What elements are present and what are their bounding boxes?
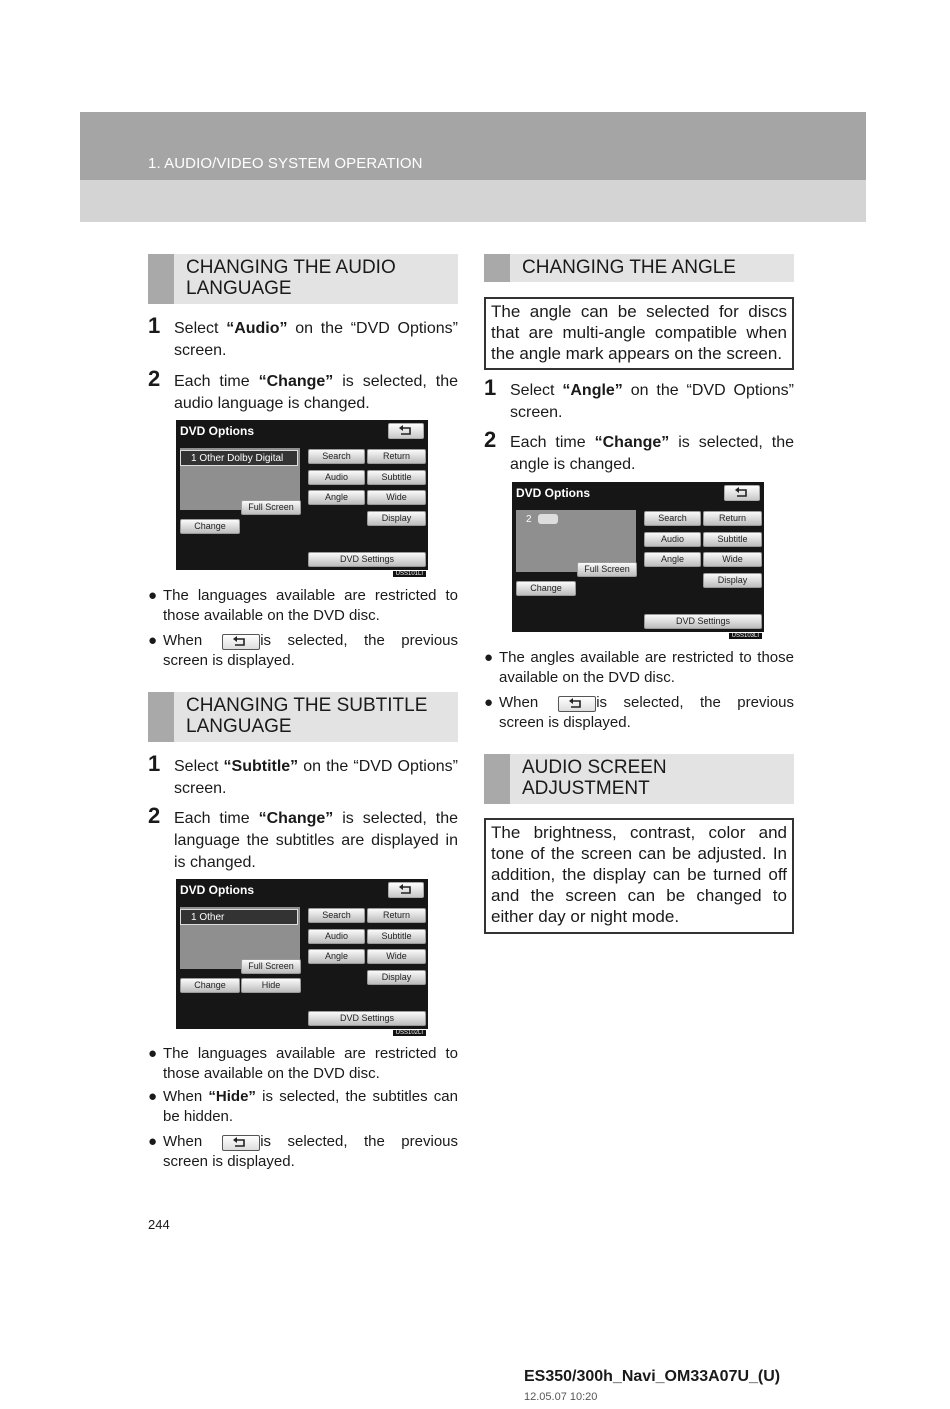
step-2 [148, 803, 459, 874]
text: is selected, the subtitles can be hidden. [163, 1088, 458, 1125]
search-button: Search [644, 511, 701, 526]
return-button: Return [703, 511, 762, 526]
full-screen-button: Full Screen [577, 562, 637, 577]
figure-code: USS101LI [393, 571, 426, 577]
dvd-options-screenshot [176, 879, 428, 1036]
hide-button: Hide [241, 978, 301, 993]
audio-button: Audio [644, 532, 701, 547]
info-box: The angle can be selected for discs that are multi-angle compatible when the angle mark appears on the screen. [484, 297, 794, 370]
heading-title: AUDIO SCREEN ADJUSTMENT [522, 757, 667, 799]
back-button [724, 485, 760, 501]
audio-info: 1 Other Dolby Digital [180, 450, 298, 466]
wide-button: Wide [367, 490, 426, 505]
page-number: 244 [148, 1217, 170, 1232]
angle-button: Angle [308, 490, 365, 505]
bullet-note [148, 1044, 458, 1084]
heading-bar [148, 254, 174, 304]
step-text [174, 756, 458, 800]
text: Each time [174, 373, 259, 390]
text: When [163, 632, 203, 649]
bullet-text: The languages available are restricted to those available on the DVD disc. [163, 587, 458, 624]
text: on the “DVD Options” screen. [174, 320, 458, 359]
step-number: 1 [484, 375, 497, 400]
bullet-dot: ● [484, 694, 494, 711]
dvd-options-screenshot [512, 482, 764, 639]
section-heading-audio-screen-adjustment [484, 754, 794, 804]
text: on the “DVD Options” screen. [174, 758, 458, 797]
return-button: Return [367, 449, 426, 464]
return-button: Return [367, 908, 426, 923]
dvd-options-screenshot [176, 420, 428, 577]
change-button: Change [516, 581, 576, 596]
screen-title: DVD Options [180, 424, 254, 438]
heading-bar [148, 692, 174, 742]
subtitle-info: 1 Other [180, 909, 298, 925]
bullet-note [148, 586, 458, 626]
text: is selected, the angle is changed. [510, 434, 795, 473]
heading-bar [484, 254, 510, 282]
section-header: 1. AUDIO/VIDEO SYSTEM OPERATION [148, 155, 423, 172]
dvd-settings-button: DVD Settings [308, 1011, 426, 1026]
text: is selected, the previous screen is displayed. [163, 632, 458, 669]
display-button: Display [367, 511, 426, 526]
wide-button: Wide [367, 949, 426, 964]
header-subband [80, 180, 866, 222]
back-arrow-icon [222, 1135, 260, 1151]
figure-code: USS102LI [393, 1030, 426, 1036]
display-button: Display [367, 970, 426, 985]
search-button: Search [308, 908, 365, 923]
wide-button: Wide [703, 552, 762, 567]
text-bold: “Change” [258, 810, 334, 827]
bullet-dot: ● [148, 1133, 158, 1150]
angle-button: Angle [644, 552, 701, 567]
change-button: Change [180, 978, 240, 993]
text: When [163, 1133, 203, 1150]
full-screen-button: Full Screen [241, 500, 301, 515]
step-number: 2 [148, 803, 161, 828]
text-bold: “Angle” [562, 382, 623, 399]
step-number: 1 [148, 751, 161, 776]
text: is selected, the audio language is changed. [174, 373, 459, 412]
bullet-text [163, 631, 458, 671]
bullet-note [148, 631, 458, 671]
audio-button: Audio [308, 929, 365, 944]
section-heading-subtitle-language [148, 692, 458, 742]
bullet-dot: ● [148, 587, 158, 604]
bullet-dot: ● [148, 632, 158, 649]
bullet-text [163, 1087, 458, 1127]
heading-bar [484, 754, 510, 804]
bullet-note [484, 648, 794, 688]
section-heading-angle [484, 254, 794, 282]
text: Select [174, 320, 227, 337]
text-bold: “Audio” [226, 320, 288, 337]
bullet-note [148, 1087, 458, 1127]
change-button: Change [180, 519, 240, 534]
heading-title: CHANGING THE AUDIO LANGUAGE [186, 257, 396, 299]
document-id: ES350/300h_Navi_OM33A07U_(U) [524, 1368, 781, 1385]
bullet-text: The languages available are restricted to those available on the DVD disc. [163, 1045, 458, 1082]
text-bold: “Hide” [208, 1088, 256, 1105]
text-bold: “Change” [594, 434, 670, 451]
back-button [388, 423, 424, 439]
subtitle-button: Subtitle [367, 470, 426, 485]
step-text [174, 318, 458, 362]
search-button: Search [308, 449, 365, 464]
angle-button: Angle [308, 949, 365, 964]
step-number: 1 [148, 313, 161, 338]
step-text [174, 808, 458, 874]
screen-title: DVD Options [180, 883, 254, 897]
step-1 [148, 313, 458, 362]
bullet-dot: ● [148, 1088, 158, 1105]
step-number: 2 [148, 366, 161, 391]
text: is selected, the previous screen is displayed. [163, 1133, 458, 1170]
text: Select [510, 382, 563, 399]
back-arrow-icon [222, 634, 260, 650]
angle-info [516, 512, 566, 528]
text: is selected, the language the subtitles are displayed in is changed. [174, 810, 459, 871]
text: is selected, the previous screen is displayed. [499, 694, 794, 731]
subtitle-button: Subtitle [367, 929, 426, 944]
text: Each time [174, 810, 259, 827]
step-text [510, 432, 794, 476]
text: When [499, 694, 539, 711]
heading-title: CHANGING THE SUBTITLE LANGUAGE [186, 695, 428, 737]
bullet-dot: ● [484, 649, 494, 666]
subtitle-button: Subtitle [703, 532, 762, 547]
section-heading-audio-language [148, 254, 458, 304]
step-2 [148, 366, 459, 415]
text: When [163, 1088, 209, 1105]
angle-mark-icon [538, 514, 558, 524]
figure-code: USS103LI [729, 633, 762, 639]
bullet-note [148, 1132, 458, 1172]
step-1 [484, 375, 794, 424]
back-arrow-icon [558, 696, 596, 712]
text: Each time [510, 434, 595, 451]
bullet-text [163, 1132, 458, 1172]
screen-title: DVD Options [516, 486, 590, 500]
step-2 [484, 427, 795, 476]
dvd-settings-button: DVD Settings [308, 552, 426, 567]
full-screen-button: Full Screen [241, 959, 301, 974]
bullet-dot: ● [148, 1045, 158, 1062]
audio-button: Audio [308, 470, 365, 485]
step-1 [148, 751, 458, 800]
bullet-note [484, 693, 794, 733]
print-date: 12.05.07 10:20 [524, 1391, 598, 1403]
text: on the “DVD Options” screen. [510, 382, 794, 421]
info-box: The brightness, contrast, color and tone of the screen can be adjusted. In addition, the display can be turned off and the screen can be changed to either day or night mode. [484, 818, 794, 934]
bullet-text: The angles available are restricted to those available on the DVD disc. [499, 649, 794, 686]
text: Select [174, 758, 224, 775]
step-number: 2 [484, 427, 497, 452]
angle-number: 2 [526, 514, 532, 525]
step-text [174, 371, 458, 415]
dvd-settings-button: DVD Settings [644, 614, 762, 629]
step-text [510, 380, 794, 424]
bullet-text [499, 693, 794, 733]
display-button: Display [703, 573, 762, 588]
heading-title: CHANGING THE ANGLE [522, 257, 736, 278]
text-bold: “Subtitle” [223, 758, 299, 775]
back-button [388, 882, 424, 898]
text-bold: “Change” [258, 373, 334, 390]
